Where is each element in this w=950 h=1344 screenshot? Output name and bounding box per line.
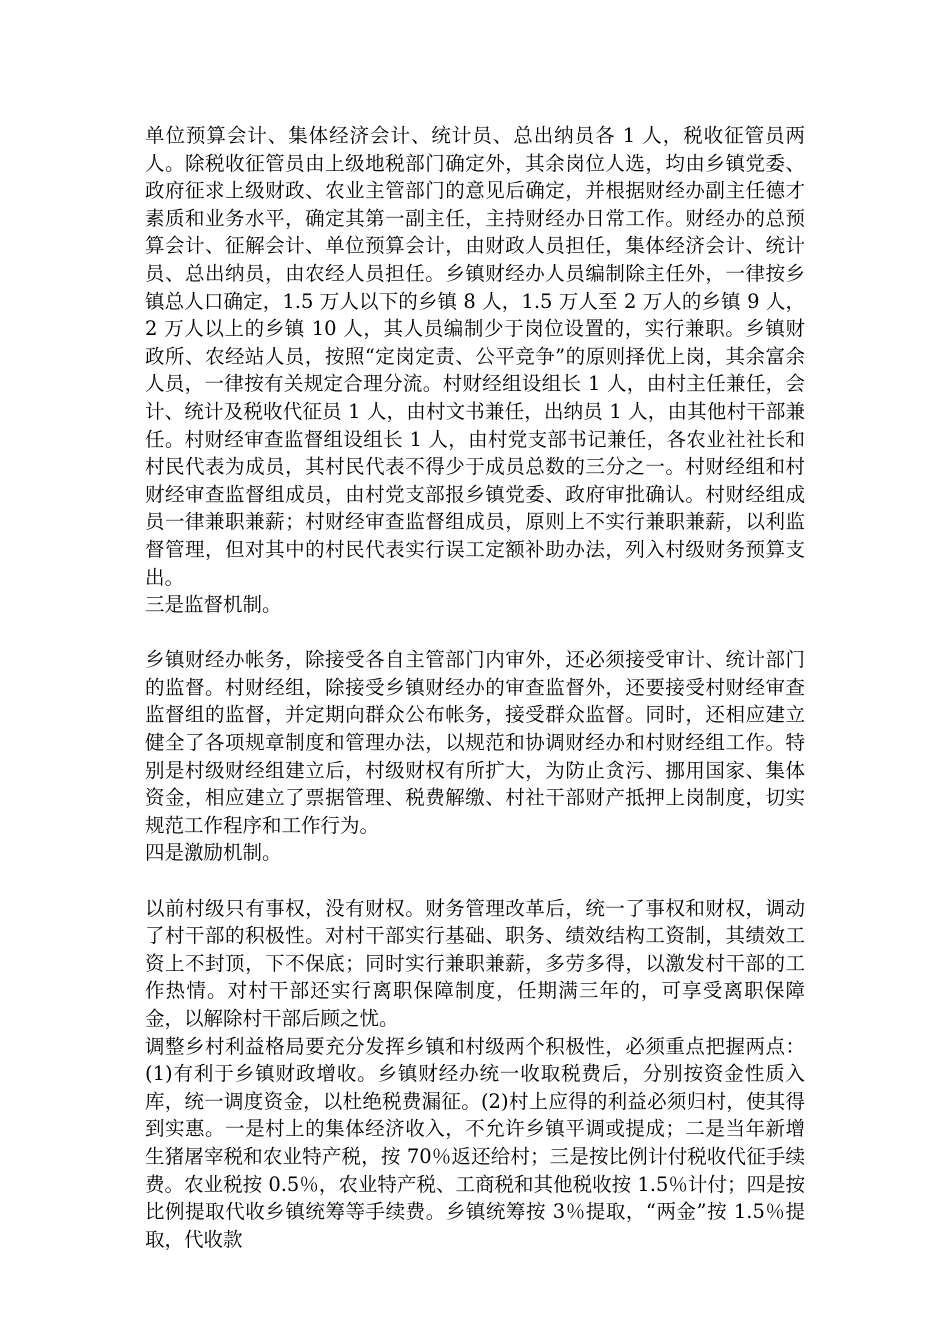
paragraph-staffing: 单位预算会计、集体经济会计、统计员、总出纳员各 1 人，税收征管员两人。除税收征管员由上级地税部门确定外，其余岗位人选，均由乡镇党委、政府征求上级财政、农业主管部门的意见后确定，并根据财经办副主任德才素质和业务水平，确定其第一副主任，主持财经办日常工作。财经办的总预算会计、征解会计、单位预算会计，由财政人员担任，集体经济会计、统计员、总出纳员，由农经人员担任。乡镇财经办人员编制除主任外，一律按乡镇总人口确定，1.5 万人以下的乡镇 8 人，1.5 万人至 2 万人的乡镇 9 人，2 万人以上的乡镇 10 人，其人员编制少于岗位设置的，实行兼职。乡镇财政所、农经站人员，按照“定岗定责、公平竞争”的原则择优上岗，其余富余人员，一律按有关规定合理分流。村财经组设组长 1 人，由村主任兼任，会计、统计及税收代征员 1 人，由村文书兼任，出纳员 1 人，由其他村干部兼任。村财经审查监督组设组长 1 人，由村党支部书记兼任，各农业社社长和村民代表为成员，其村民代表不得少于成员总数的三分之一。村财经组和村财经审查监督组成员，由村党支部报乡镇党委、政府审批确认。村财经组成员一律兼职兼薪；村财经审查监督组成员，原则上不实行兼职兼薪，以利监督管理，但对其中的村民代表实行误工定额补助办法，列入村级财务预算支出。 [145, 124, 805, 589]
document-body [145, 122, 805, 1253]
heading-supervision-mechanism: 三是监督机制。 [145, 593, 282, 617]
heading-incentive-mechanism: 四是激励机制。 [145, 841, 282, 865]
paragraph-gap [145, 619, 805, 647]
paragraph-supervision: 乡镇财经办帐务，除接受各自主管部门内审外，还必须接受审计、统计部门的监督。村财经组，除接受乡镇财经办的审查监督外，还要接受村财经审查监督组的监督，并定期向群众公布帐务，接受群众监督。同时，还相应建立健全了各项规章制度和管理办法，以规范和协调财经办和村财经组工作。特别是村级财经组建立后，村级财权有所扩大，为防止贪污、挪用国家、集体资金，相应建立了票据管理、税费解缴、村社干部财产抵押上岗制度，切实规范工作程序和工作行为。 [145, 648, 805, 837]
paragraph-gap [145, 867, 805, 895]
paragraph-interest-adjustment: 调整乡村利益格局要充分发挥乡镇和村级两个积极性，必须重点把握两点：(1)有利于乡镇财政增收。乡镇财经办统一收取税费后，分别按资金性质入库，统一调度资金，以杜绝税费漏征。(2)村上应得的利益必须归村，使其得到实惠。一是村上的集体经济收入，不允许乡镇平调或提成；二是当年新增生猪屠宰税和农业特产税，按 70％返还给村；三是按比例计付税收代征手续费。农业税按 0.5％，农业特产税、工商税和其他税收按 1.5％计付；四是按比例提取代收乡镇统筹等手续费。乡镇统筹按 3％提取，“两金”按 1.5％提取，代收款 [145, 1034, 805, 1251]
paragraph-incentive: 以前村级只有事权，没有财权。财务管理改革后，统一了事权和财权，调动了村干部的积极性。对村干部实行基础、职务、绩效结构工资制，其绩效工资上不封顶，下不保底；同时实行兼职兼薪，多劳多得，以激发村干部的工作热情。对村干部还实行离职保障制度，任期满三年的，可享受离职保障金，以解除村干部后顾之忧。 [145, 896, 805, 1030]
